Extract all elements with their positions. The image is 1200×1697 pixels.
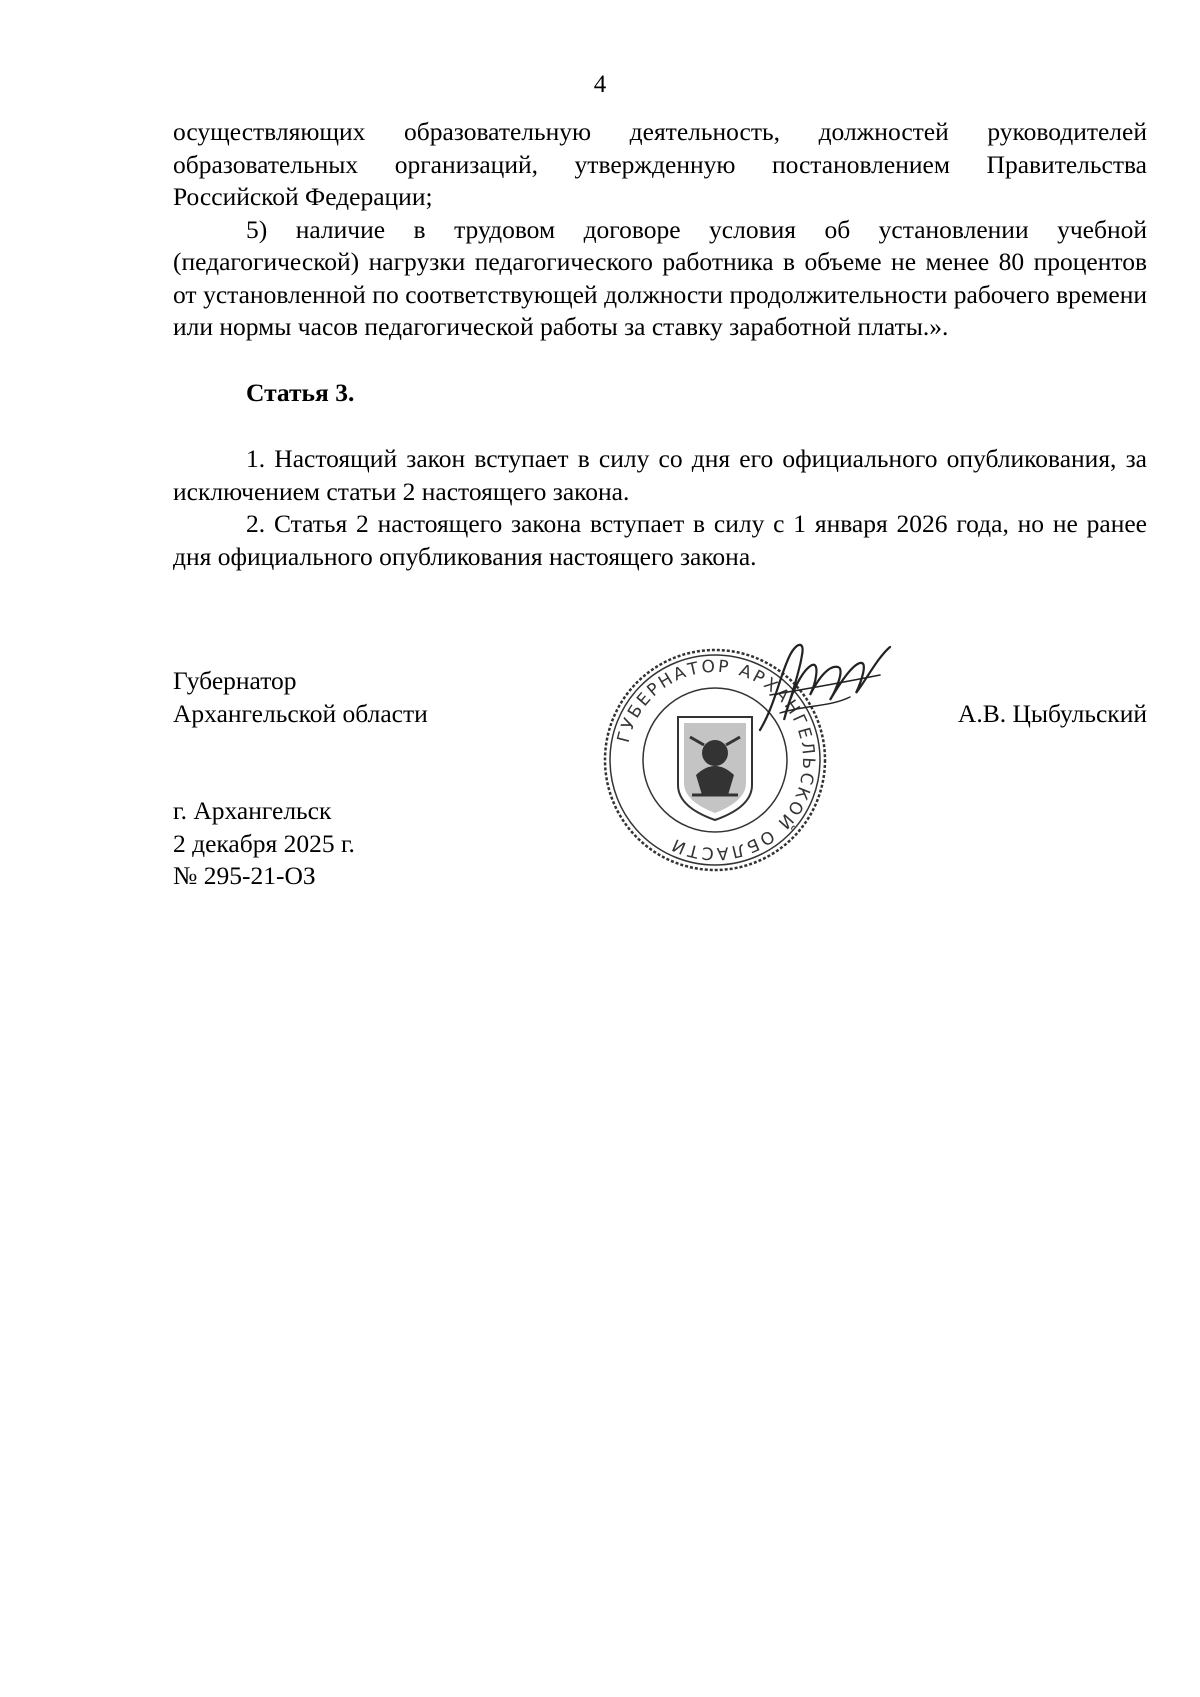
paragraph-item-5: 5) наличие в трудовом договоре условия об установлении учебной (педагогической) нагрузки педагогического работника в объеме не менее 80 процентов от установленной по соответствующей должности продолжительности рабочего времени или нормы часов педагогической работы за ставку заработной платы.».	[173, 214, 1147, 341]
paragraph-clause-1: 1. Настоящий закон вступает в силу со дня его официального опубликования, за исключением статьи 2 настоящего закона.	[173, 444, 1147, 506]
seal-text: ГУБЕРНАТОР АРХАНГЕЛЬСКОЙ ОБЛАСТИ	[613, 656, 819, 864]
paragraph-continuation: осуществляющих образовательную деятельность, должностей руководителей образовательных организаций, утвержденную постановлением Правительства Российской Федерации;	[173, 117, 1147, 211]
article-heading: Статья 3.	[246, 377, 355, 407]
signatory-name: А.В. Цыбульский	[957, 699, 1147, 728]
document-body	[173, 116, 1147, 573]
paragraph-clause-2: 2. Статья 2 настоящего закона вступает в силу с 1 января 2026 года, но не ранее дня официального опубликования настоящего закона.	[173, 509, 1147, 571]
handwritten-signature-icon	[750, 635, 900, 745]
document-date: 2 декабря 2025 г.	[173, 828, 355, 858]
signatory-title	[173, 665, 428, 730]
document-city: г. Архангельск	[173, 796, 332, 825]
document-place-date	[173, 795, 355, 893]
page-number: 4	[593, 71, 607, 98]
document-number: № 295-21-ОЗ	[173, 861, 316, 890]
signatory-title-line2: Архангельской области	[173, 698, 428, 728]
signatory-title-line1: Губернатор	[173, 666, 297, 695]
